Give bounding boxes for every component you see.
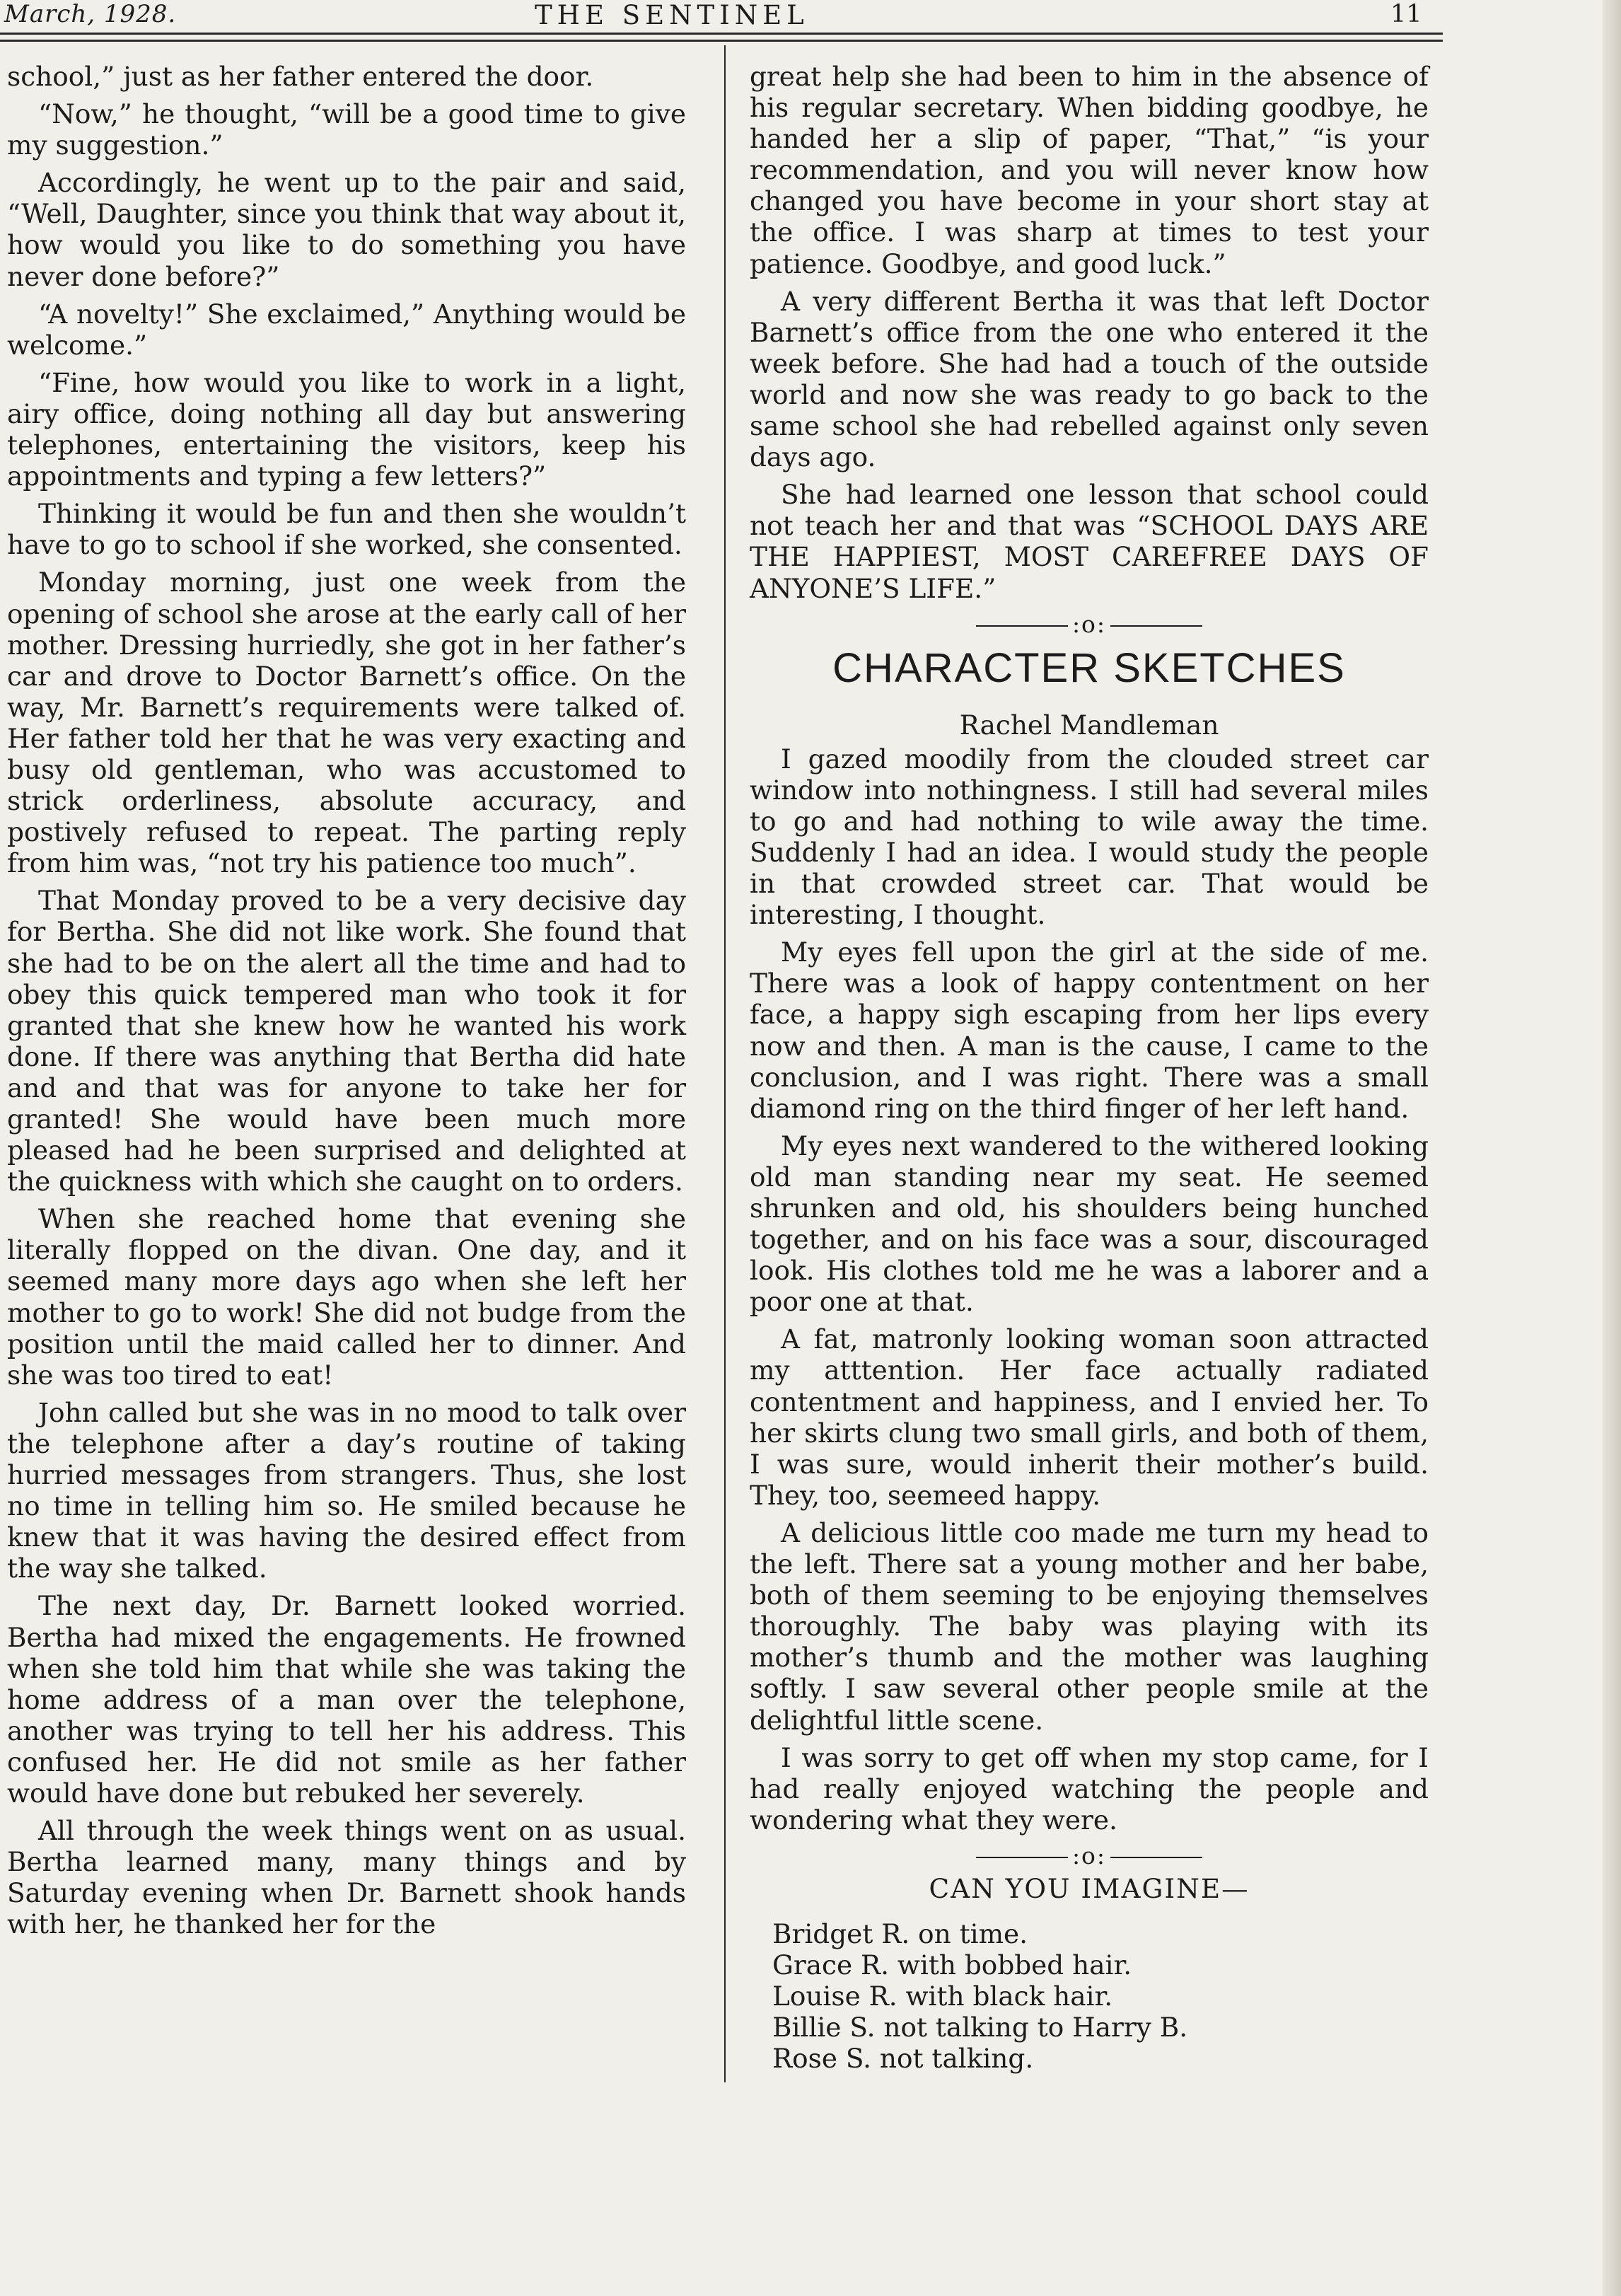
issue-date: March, 1928. [4, 0, 177, 28]
story-paragraph: Thinking it would be fun and then she wouldn’t have to go to school if she worked, she consented. [7, 498, 686, 561]
imagine-item: Billie S. not talking to Harry B. [772, 2012, 1188, 2043]
column-divider [724, 45, 726, 2082]
story-paragraph: “A novelty!” She exclaimed,” Anything would be welcome.” [7, 298, 686, 361]
masthead-title: THE SENTINEL [535, 0, 809, 30]
imagine-item: Grace R. with bobbed hair. [772, 1949, 1132, 1981]
sketch-paragraph: I gazed moodily from the clouded street car window into nothingness. I still had several miles to go and had nothing to wile away the time. Suddenly I had an idea. I would study the people in that crowded street car. That would be interesting, I thought. [750, 743, 1429, 931]
sketch-title: CHARACTER SKETCHES [832, 644, 1346, 691]
story-paragraph: The next day, Dr. Barnett looked worried. Bertha had mixed the engagements. He frowned when she told him that while she was taking the home address of a man over the telephone, another was trying to tell her his address. This confused her. He did not smile as her father would have done but rebuked her severely. [7, 1590, 686, 1809]
story-paragraph: She had learned one lesson that school could not teach her and that was “SCHOOL DAYS ARE THE HAPPIEST, MOST CAREFREE DAYS OF ANYONE’S LIFE.” [750, 479, 1429, 604]
imagine-title: CAN YOU IMAGINE— [929, 1872, 1250, 1904]
story-paragraph: “Now,” he thought, “will be a good time to give my suggestion.” [7, 98, 686, 161]
right-column [750, 61, 1429, 2074]
left-column [7, 61, 686, 1946]
story-paragraph: A very different Bertha it was that left Doctor Barnett’s office from the one who entered it the week before. She had had a touch of the outside world and now she was ready to go back to the same school she had rebelled against only seven days ago. [750, 285, 1429, 473]
page-edge [1603, 0, 1621, 2296]
sketch-paragraph: My eyes fell upon the girl at the side of me. There was a look of happy contentment on her face, a happy sigh escaping from her lips every now and then. A man is the cause, I came to the conclusion, and I was right. There was a small diamond ring on the third finger of her left hand. [750, 937, 1429, 1124]
separator-mark: :o: [1071, 610, 1107, 638]
story-paragraph: When she reached home that evening she literally flopped on the divan. One day, and it seemed many more days ago when she left her mother to go to work! She did not budge from the position until the maid called her to dinner. And she was too tired to eat! [7, 1203, 686, 1391]
section-separator [750, 610, 1429, 639]
separator-mark: :o: [1071, 1841, 1107, 1869]
section-separator [750, 1842, 1429, 1870]
story-paragraph: John called but she was in no mood to talk over the telephone after a day’s routine of taking hurried messages from strangers. Thus, she lost no time in telling him so. He smiled because he knew that it was having the desired effect from the way she talked. [7, 1396, 686, 1584]
story-paragraph: great help she had been to him in the absence of his regular secretary. When bidding goodbye, he handed her a slip of paper, “That,” “is your recommendation, and you will never know how changed you have become in your short stay at the office. I was sharp at times to test your patience. Goodbye, and good luck.” [750, 61, 1429, 279]
story-paragraph: “Fine, how would you like to work in a light, airy office, doing nothing all day but answering telephones, entertaining the visitors, keep his appointments and typing a few letters?” [7, 366, 686, 492]
imagine-item: Bridget R. on time. [772, 1918, 1028, 1949]
story-paragraph: Accordingly, he went up to the pair and said, “Well, Daughter, since you think that way about it, how would you like to do something you have never done before?” [7, 167, 686, 292]
sketch-paragraph: My eyes next wandered to the withered looking old man standing near my seat. He seemed shrunken and old, his shoulders being hunched together, and on his face was a sour, discouraged look. His clothes told me he was a laborer and a poor one at that. [750, 1130, 1429, 1318]
story-paragraph: school,” just as her father entered the door. [7, 61, 594, 92]
sketch-paragraph: A delicious little coo made me turn my head to the left. There sat a young mother and her babe, both of them seeming to be enjoying themselves thoroughly. The baby was playing with its mother’s thumb and the mother was laughing softly. I saw several other people smile at the delightful little scene. [750, 1517, 1429, 1736]
page-number: 11 [1390, 0, 1422, 28]
sketch-paragraph: A fat, matronly looking woman soon attracted my atttention. Her face actually radiated contentment and happiness, and I envied her. To her skirts clung two small girls, and both of them, I was sure, would inherit their mother’s build. They, too, seemeed happy. [750, 1323, 1429, 1511]
sketch-author: Rachel Mandleman [959, 709, 1219, 741]
story-paragraph: All through the week things went on as usual. Bertha learned many, many things and by Saturday evening when Dr. Barnett shook hands with her, he thanked her for the [7, 1815, 686, 1940]
sketch-paragraph: I was sorry to get off when my stop came, for I had really enjoyed watching the people and wondering what they were. [750, 1741, 1429, 1836]
story-paragraph: That Monday proved to be a very decisive day for Bertha. She did not like work. She found that she had to be on the alert all the time and had to obey this quick tempered man who took it for granted that she knew how he wanted his work done. If there was anything that Bertha did hate and and that was for anyone to take her for granted! She would have been much more pleased had he been surprised and delighted at the quickness with which she caught on to orders. [7, 885, 686, 1198]
header-rule-bottom [0, 40, 1443, 42]
story-paragraph: Monday morning, just one week from the opening of school she arose at the early call of her mother. Dressing hurriedly, she got in her father’s car and drove to Doctor Barnett’s office. On the way, Mr. Barnett’s requirements were talked of. Her father told her that he was very exacting and busy old gentleman, who was accustomed to strick orderliness, absolute accuracy, and postively refused to repeat. The parting reply from him was, “not try his patience too much”. [7, 567, 686, 879]
imagine-item: Louise R. with black hair. [772, 1981, 1113, 2012]
page-header [0, 0, 1457, 31]
imagine-item: Rose S. not talking. [772, 2043, 1034, 2075]
header-rule-top [0, 33, 1443, 35]
